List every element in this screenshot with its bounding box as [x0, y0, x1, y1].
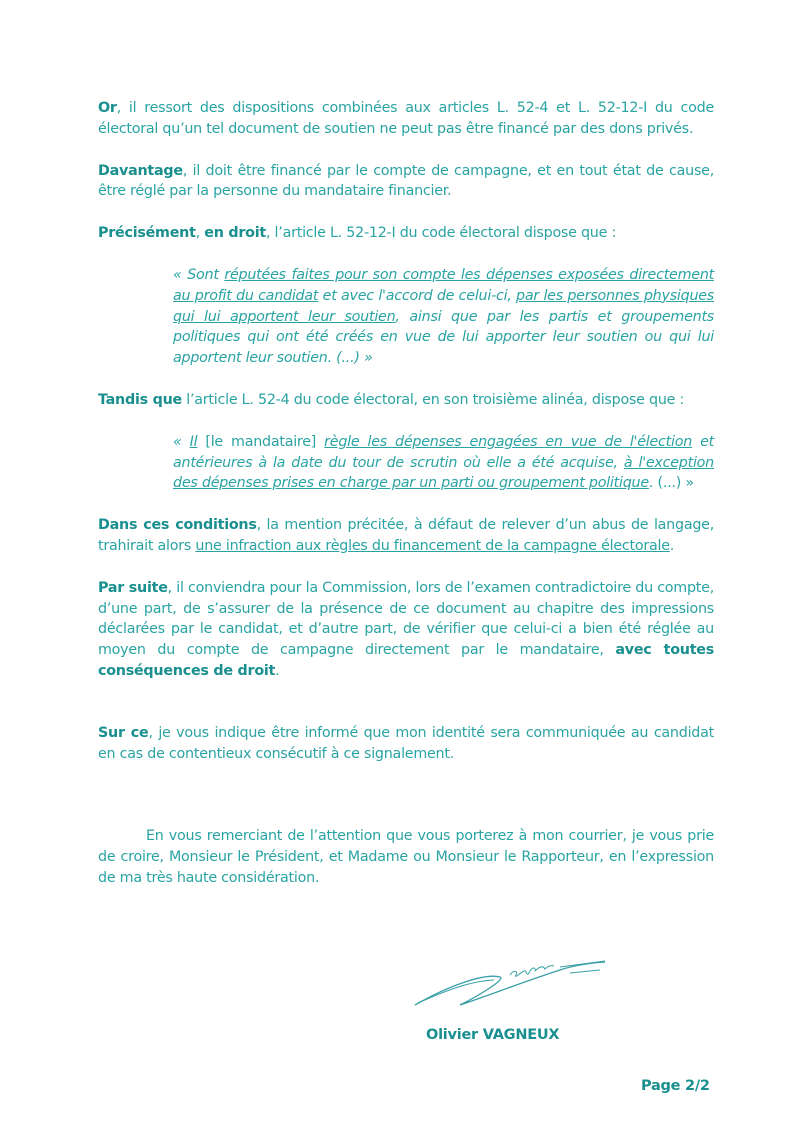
paragraph-text: , il doit être financé par le compte de campagne, et en tout état de cause, être réglé par la personne du mandataire financier. — [98, 162, 714, 200]
lead-word: Précisément — [98, 225, 196, 242]
paragraph-par-suite — [98, 578, 714, 682]
paragraph-text: , l’article L. 52-12-I du code électoral dispose que : — [265, 225, 617, 242]
paragraph-davantage — [98, 161, 714, 203]
lead-word: Dans ces conditions — [98, 517, 257, 534]
paragraph-tandis-que — [98, 390, 714, 411]
paragraph-text: , je vous indique être informé que mon identité sera communiquée au candidat en cas de contentieux consécutif à ce signalement. — [98, 724, 714, 762]
lead-word: Tandis que — [98, 391, 182, 408]
paragraph-text: l’article L. 52-4 du code électoral, en son troisième alinéa, dispose que : — [181, 391, 685, 408]
paragraph-text: , il conviendra pour la Commission, lors de l’examen contradictoire du compte, d’une part, de s’assurer de la présence de ce document au chapitre des impressions déclarées par le candidat, et d’autre part, de vérifier que celui-ci a bien été réglée au moyen du compte de campagne directement par le mandataire, — [98, 579, 715, 659]
paragraph-closing: En vous remerciant de l’attention que vous porterez à mon courrier, je vous prie de croire, Monsieur le Président, et Madame ou Monsieur le Rapporteur, en l’expression de ma très haute considération. — [98, 828, 714, 886]
lead-word: Or — [98, 100, 117, 116]
lead-word: Davantage — [98, 162, 183, 179]
quote-underlined: par les personnes physiques qui lui apportent leur soutien — [173, 287, 714, 325]
paragraph-end: . — [275, 662, 280, 679]
separator: , — [195, 225, 205, 242]
paragraph-end: . — [669, 537, 675, 554]
quote-underlined: Il — [189, 433, 198, 450]
page-number: Page 2/2 — [641, 1078, 710, 1094]
paragraph-text: , il ressort des dispositions combinées aux articles L. 52-4 et L. 52-12-I du code électoral qu’un tel document de soutien ne peut pas être financé par des dons privés. — [98, 100, 714, 137]
lead-word: Sur ce — [98, 724, 149, 741]
signatory-name: Olivier VAGNEUX — [426, 1027, 560, 1043]
quote-text: et antérieures à la date du tour de scrutin où elle a été acquise, — [173, 433, 714, 471]
quote-underlined: à l'exception des dépenses prises en charge par un parti ou groupement politique — [173, 454, 714, 492]
quote-open: « — [173, 433, 190, 450]
paragraph-sur-ce — [98, 723, 714, 765]
quote-end: . (...) » — [648, 475, 694, 492]
paragraph-text: , la mention précitée, à défaut de relever d’un abus de langage, trahirait alors — [98, 517, 714, 554]
bold-conclusion: avec toutes conséquences de droit — [98, 642, 714, 679]
quote-underlined: réputées faites pour son compte les dépenses exposées directement au profit du candidat — [173, 266, 714, 304]
quote-open: « Sont — [173, 266, 225, 283]
quote-text: et avec l'accord de celui-ci, — [318, 287, 517, 304]
quote-underlined: règle les dépenses engagées en vue de l'élection — [324, 433, 693, 450]
handwritten-signature — [410, 955, 610, 1010]
quote-text: , ainsi que par les partis et groupements politiques qui ont été créés en vue de lui apporter leur soutien ou qui lui apportent leur soutien. (...) » — [173, 308, 714, 367]
quote-article-52-12 — [173, 265, 714, 369]
quote-bracket: [le mandataire] — [197, 433, 325, 450]
lead-word-2: en droit — [204, 225, 266, 242]
paragraph-dans-ces-conditions — [98, 515, 714, 557]
lead-word: Par suite — [98, 579, 168, 596]
paragraph-or — [98, 98, 714, 140]
paragraph-precisement — [98, 223, 714, 244]
quote-article-52-4 — [173, 432, 714, 494]
underlined-text: une infraction aux règles du financement de la campagne électorale — [195, 537, 670, 554]
letter-body — [98, 98, 714, 889]
